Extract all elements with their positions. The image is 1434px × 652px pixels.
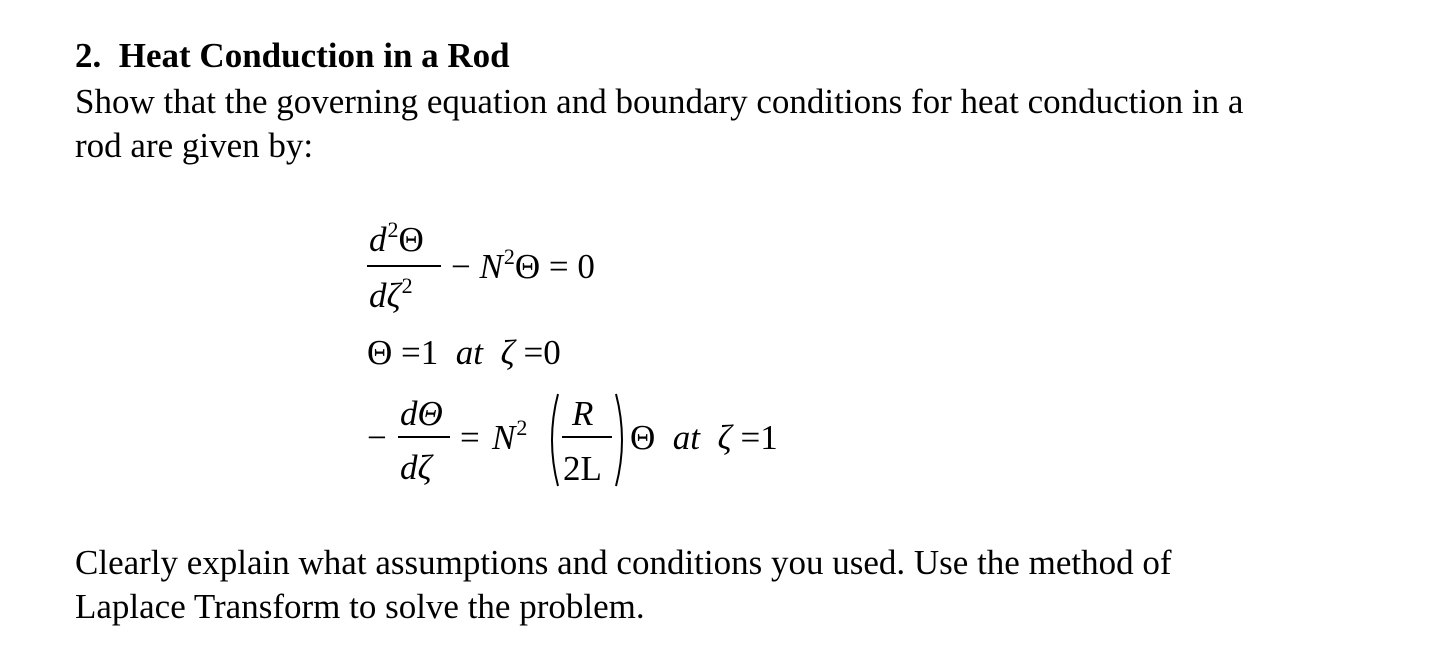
eq1-minus: − xyxy=(451,247,471,286)
eq1-num-theta: Θ xyxy=(398,220,424,259)
eq1-equals: = xyxy=(548,247,569,286)
eq3-fraction-bar xyxy=(398,436,450,438)
eq1-rhs xyxy=(451,244,595,286)
eq1-coef-n: N xyxy=(479,247,503,286)
closing-line-1: Clearly explain what assumptions and conditions you used. Use the method of xyxy=(75,543,1172,582)
eq3-numerator: dΘ xyxy=(400,394,443,433)
intro-line-1: Show that the governing equation and boundary conditions for heat conduction in a xyxy=(75,82,1244,121)
eq3-frac-denominator: 2L xyxy=(563,449,602,488)
eq2-one: 1 xyxy=(420,333,439,372)
eq1-num-exp: 2 xyxy=(387,217,399,242)
eq1-den-d: d xyxy=(369,276,387,315)
eq1-den-zeta: ζ xyxy=(386,276,401,315)
eq3-denominator: dζ xyxy=(400,448,432,487)
eq3-minus: − xyxy=(367,418,387,457)
eq1-coef-exp: 2 xyxy=(503,244,515,269)
eq2-zeta: ζ xyxy=(500,333,515,372)
eq1-num-d: d xyxy=(369,220,387,259)
eq1-den-exp: 2 xyxy=(401,273,413,298)
eq3-zeta: ζ xyxy=(717,418,732,457)
eq1-fraction-bar xyxy=(367,265,441,267)
equation-bc1 xyxy=(367,335,561,370)
eq3-theta: Θ xyxy=(630,418,656,457)
intro-line-2: rod are given by: xyxy=(75,126,314,165)
eq2-equals: = xyxy=(401,333,421,372)
problem-title xyxy=(75,34,510,78)
eq2-theta: Θ xyxy=(367,333,393,372)
problem-title-text: Heat Conduction in a Rod xyxy=(118,36,510,75)
eq3-inner-fraction-bar xyxy=(562,436,612,438)
eq3-coef-n: N xyxy=(492,418,516,457)
eq2-zero: 0 xyxy=(543,333,561,372)
closing-line-2: Laplace Transform to solve the problem. xyxy=(75,587,645,626)
eq3-one: 1 xyxy=(760,418,778,457)
eq1-theta: Θ xyxy=(514,247,541,286)
eq3-at: at xyxy=(672,418,701,457)
eq3-coef xyxy=(492,415,528,457)
eq2-equals-2: = xyxy=(523,333,544,372)
eq3-coef-exp: 2 xyxy=(516,415,528,440)
eq3-frac-numerator: R xyxy=(572,394,594,433)
eq2-at: at xyxy=(455,333,484,372)
problem-number: 2. xyxy=(75,36,102,75)
eq3-equals-2: = xyxy=(740,418,761,457)
eq1-zero: 0 xyxy=(577,247,595,286)
eq1-numerator xyxy=(369,217,424,259)
right-paren-icon xyxy=(614,392,630,488)
eq3-equals: = xyxy=(460,418,480,457)
eq3-condition xyxy=(630,420,778,455)
eq1-denominator xyxy=(369,273,413,315)
left-paren-icon xyxy=(544,392,560,488)
